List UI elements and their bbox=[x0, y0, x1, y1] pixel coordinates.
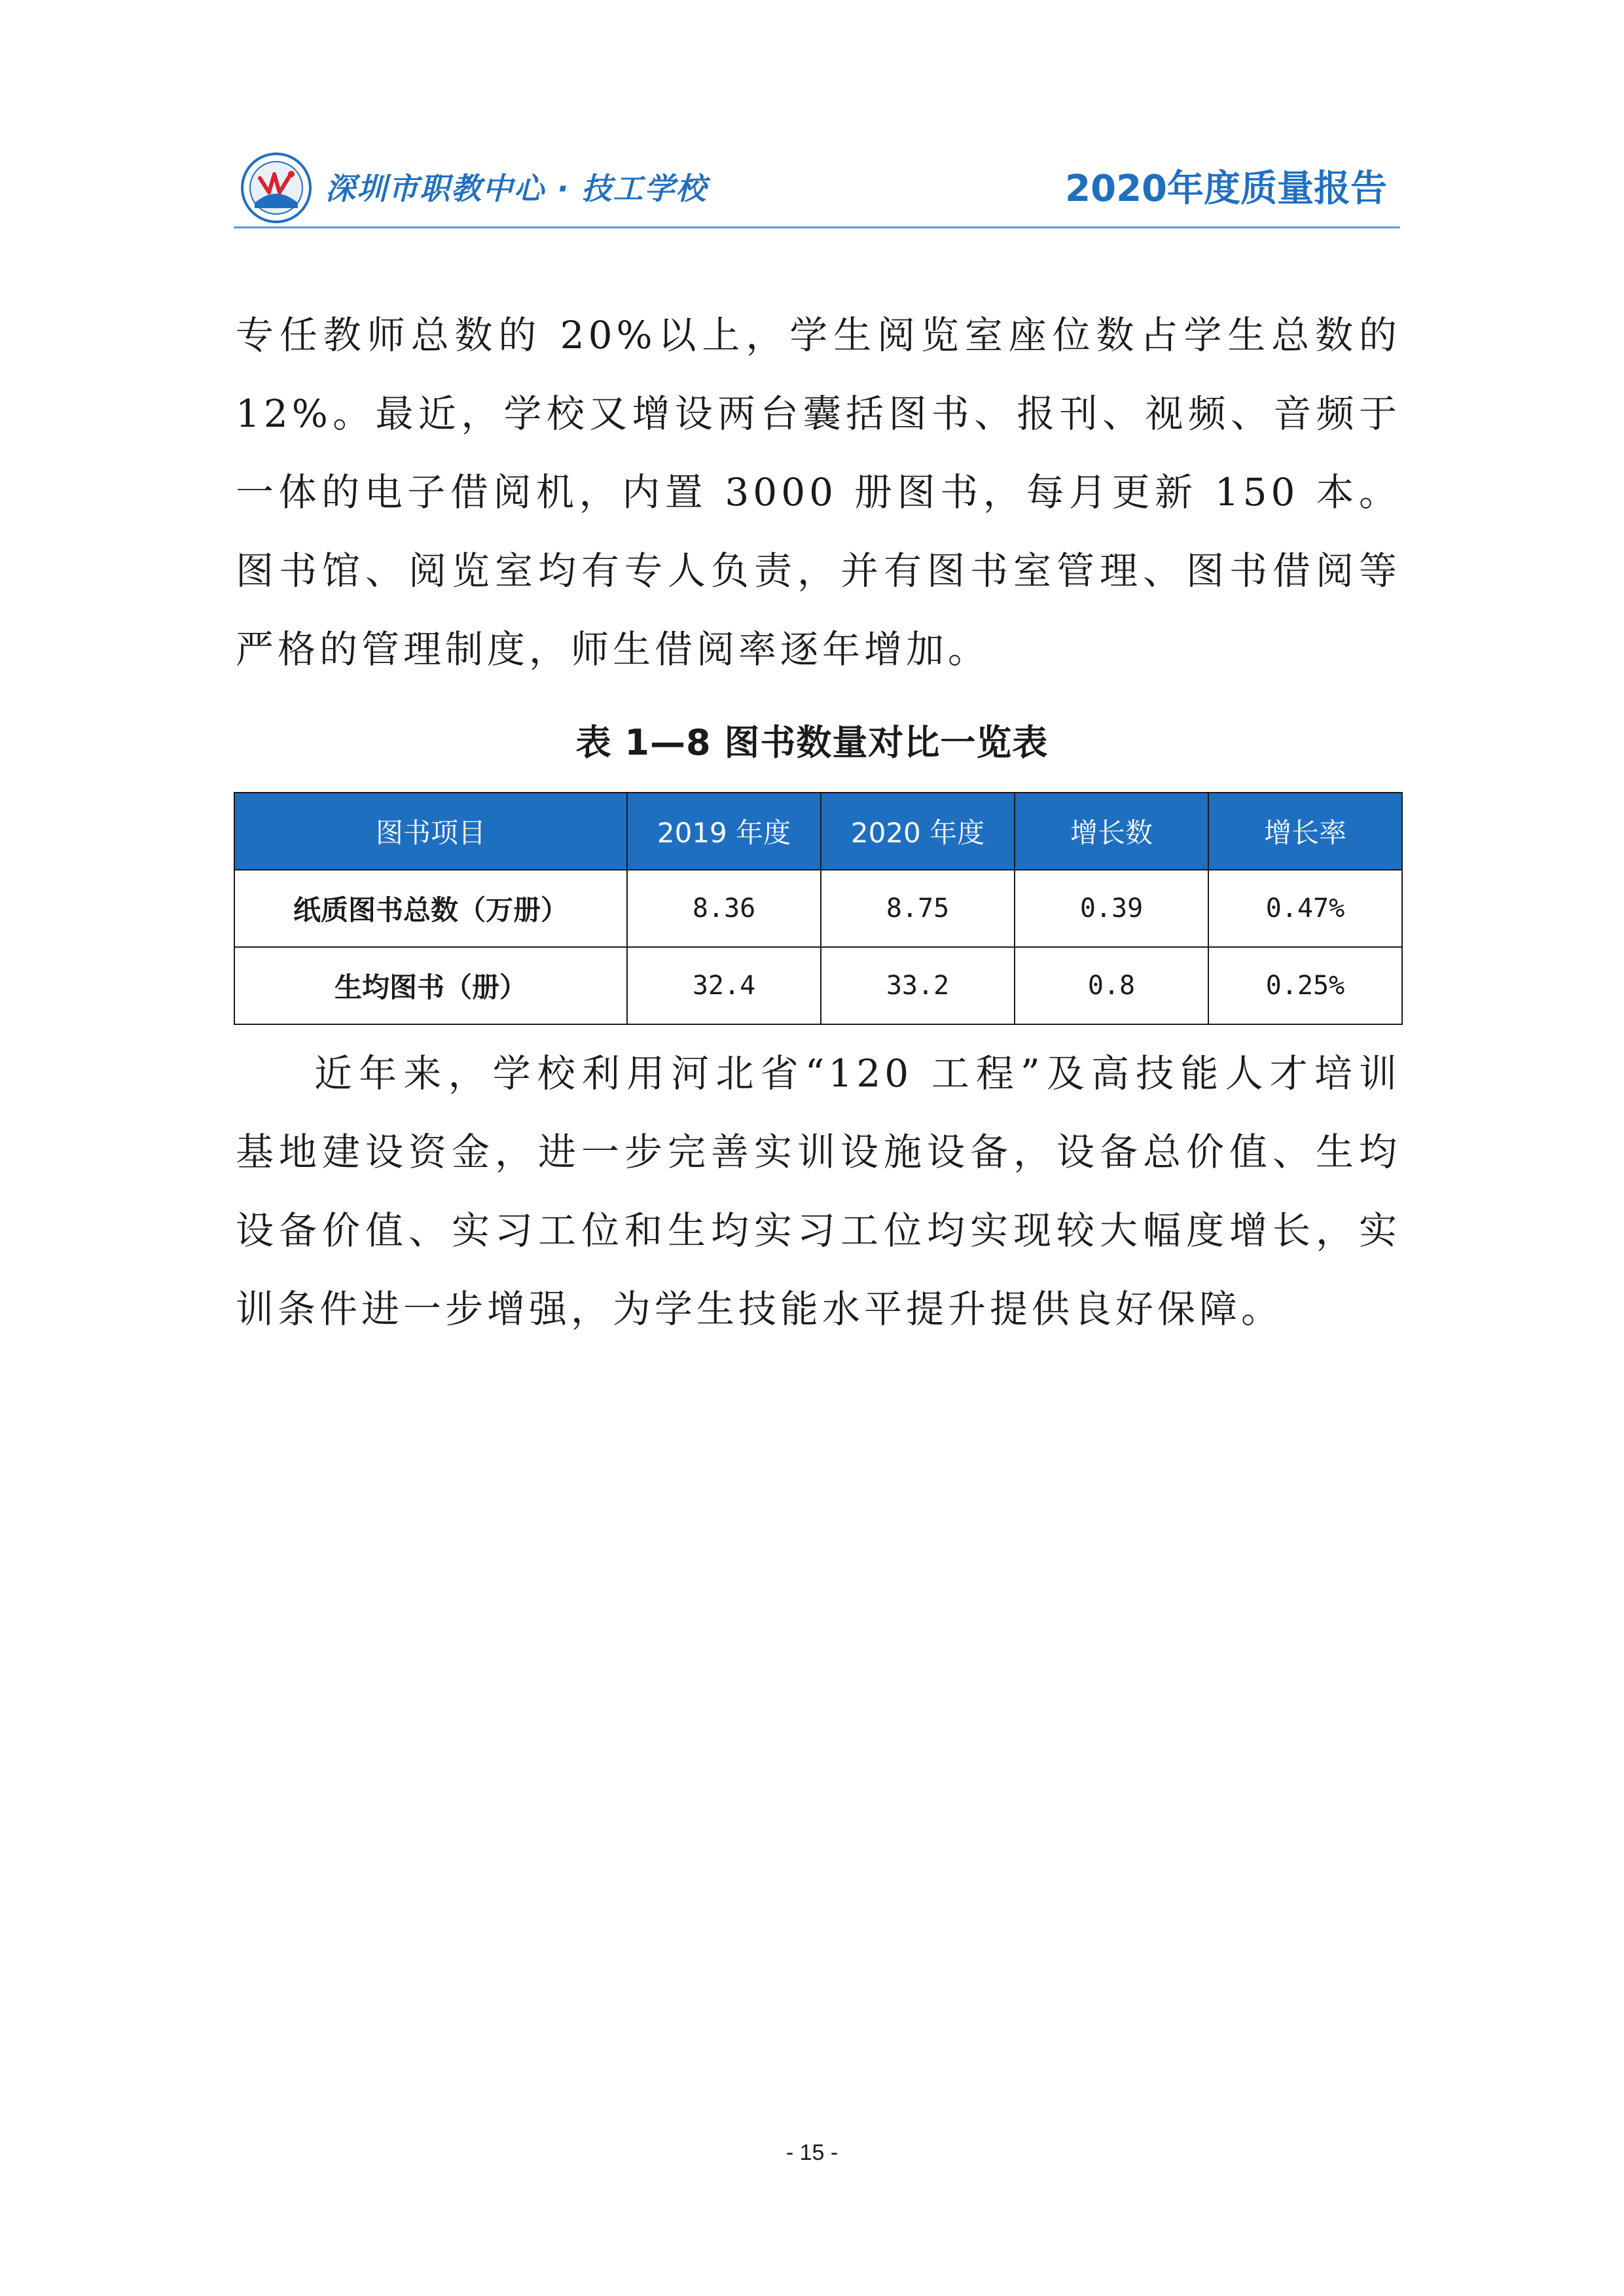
table-cell: 32.4 bbox=[627, 947, 821, 1024]
paragraph-line: 设备价值、实习工位和生均实习工位均实现较大幅度增长，实 bbox=[236, 1208, 1401, 1253]
header-divider bbox=[234, 226, 1400, 228]
paragraph-line: 基地建设资金，进一步完善实训设施设备，设备总价值、生均 bbox=[236, 1130, 1401, 1174]
table-cell: 8.36 bbox=[627, 870, 821, 947]
table-cell: 33.2 bbox=[821, 947, 1015, 1024]
paragraph-line: 严格的管理制度，师生借阅率逐年增加。 bbox=[236, 627, 990, 672]
page-number: - 15 - bbox=[785, 2140, 839, 2165]
table-header-row bbox=[234, 793, 1402, 870]
row-label: 纸质图书总数（万册） bbox=[234, 870, 627, 947]
row-label: 生均图书（册） bbox=[234, 947, 627, 1024]
paragraph-training bbox=[236, 1034, 1401, 1348]
paragraph-library bbox=[236, 296, 1401, 689]
paragraph-line: 一体的电子借阅机，内置 3000 册图书，每月更新 150 本。 bbox=[236, 470, 1401, 514]
book-comparison-table bbox=[234, 792, 1403, 1025]
column-header: 2020 年度 bbox=[821, 793, 1015, 870]
column-header: 2019 年度 bbox=[627, 793, 821, 870]
paragraph-line: 近年来，学校利用河北省“120 工程”及高技能人才培训 bbox=[314, 1051, 1401, 1096]
table-cell: 8.75 bbox=[821, 870, 1015, 947]
table-cell: 0.25% bbox=[1208, 947, 1402, 1024]
table-cell: 0.8 bbox=[1015, 947, 1208, 1024]
paragraph-line: 图书馆、阅览室均有专人负责，并有图书室管理、图书借阅等 bbox=[236, 548, 1401, 593]
report-title: 2020年度质量报告 bbox=[1065, 168, 1387, 210]
table-row bbox=[234, 870, 1402, 947]
table-cell: 0.47% bbox=[1208, 870, 1402, 947]
table-caption: 表 1—8 图书数量对比一览表 bbox=[575, 722, 1049, 763]
school-name: 深圳市职教中心 · 技工学校 bbox=[325, 171, 708, 206]
paragraph-line: 训条件进一步增强，为学生技能水平提升提供良好保障。 bbox=[236, 1287, 1284, 1331]
page-header bbox=[234, 145, 1400, 227]
column-header: 增长数 bbox=[1015, 793, 1208, 870]
table-row bbox=[234, 947, 1402, 1024]
table-cell: 0.39 bbox=[1015, 870, 1208, 947]
paragraph-line: 12%。最近，学校又增设两台囊括图书、报刊、视频、音频于 bbox=[236, 391, 1401, 436]
column-header: 图书项目 bbox=[234, 793, 627, 870]
school-emblem-icon bbox=[240, 152, 312, 224]
paragraph-line: 专任教师总数的 20%以上，学生阅览室座位数占学生总数的 bbox=[236, 313, 1401, 357]
column-header: 增长率 bbox=[1208, 793, 1402, 870]
